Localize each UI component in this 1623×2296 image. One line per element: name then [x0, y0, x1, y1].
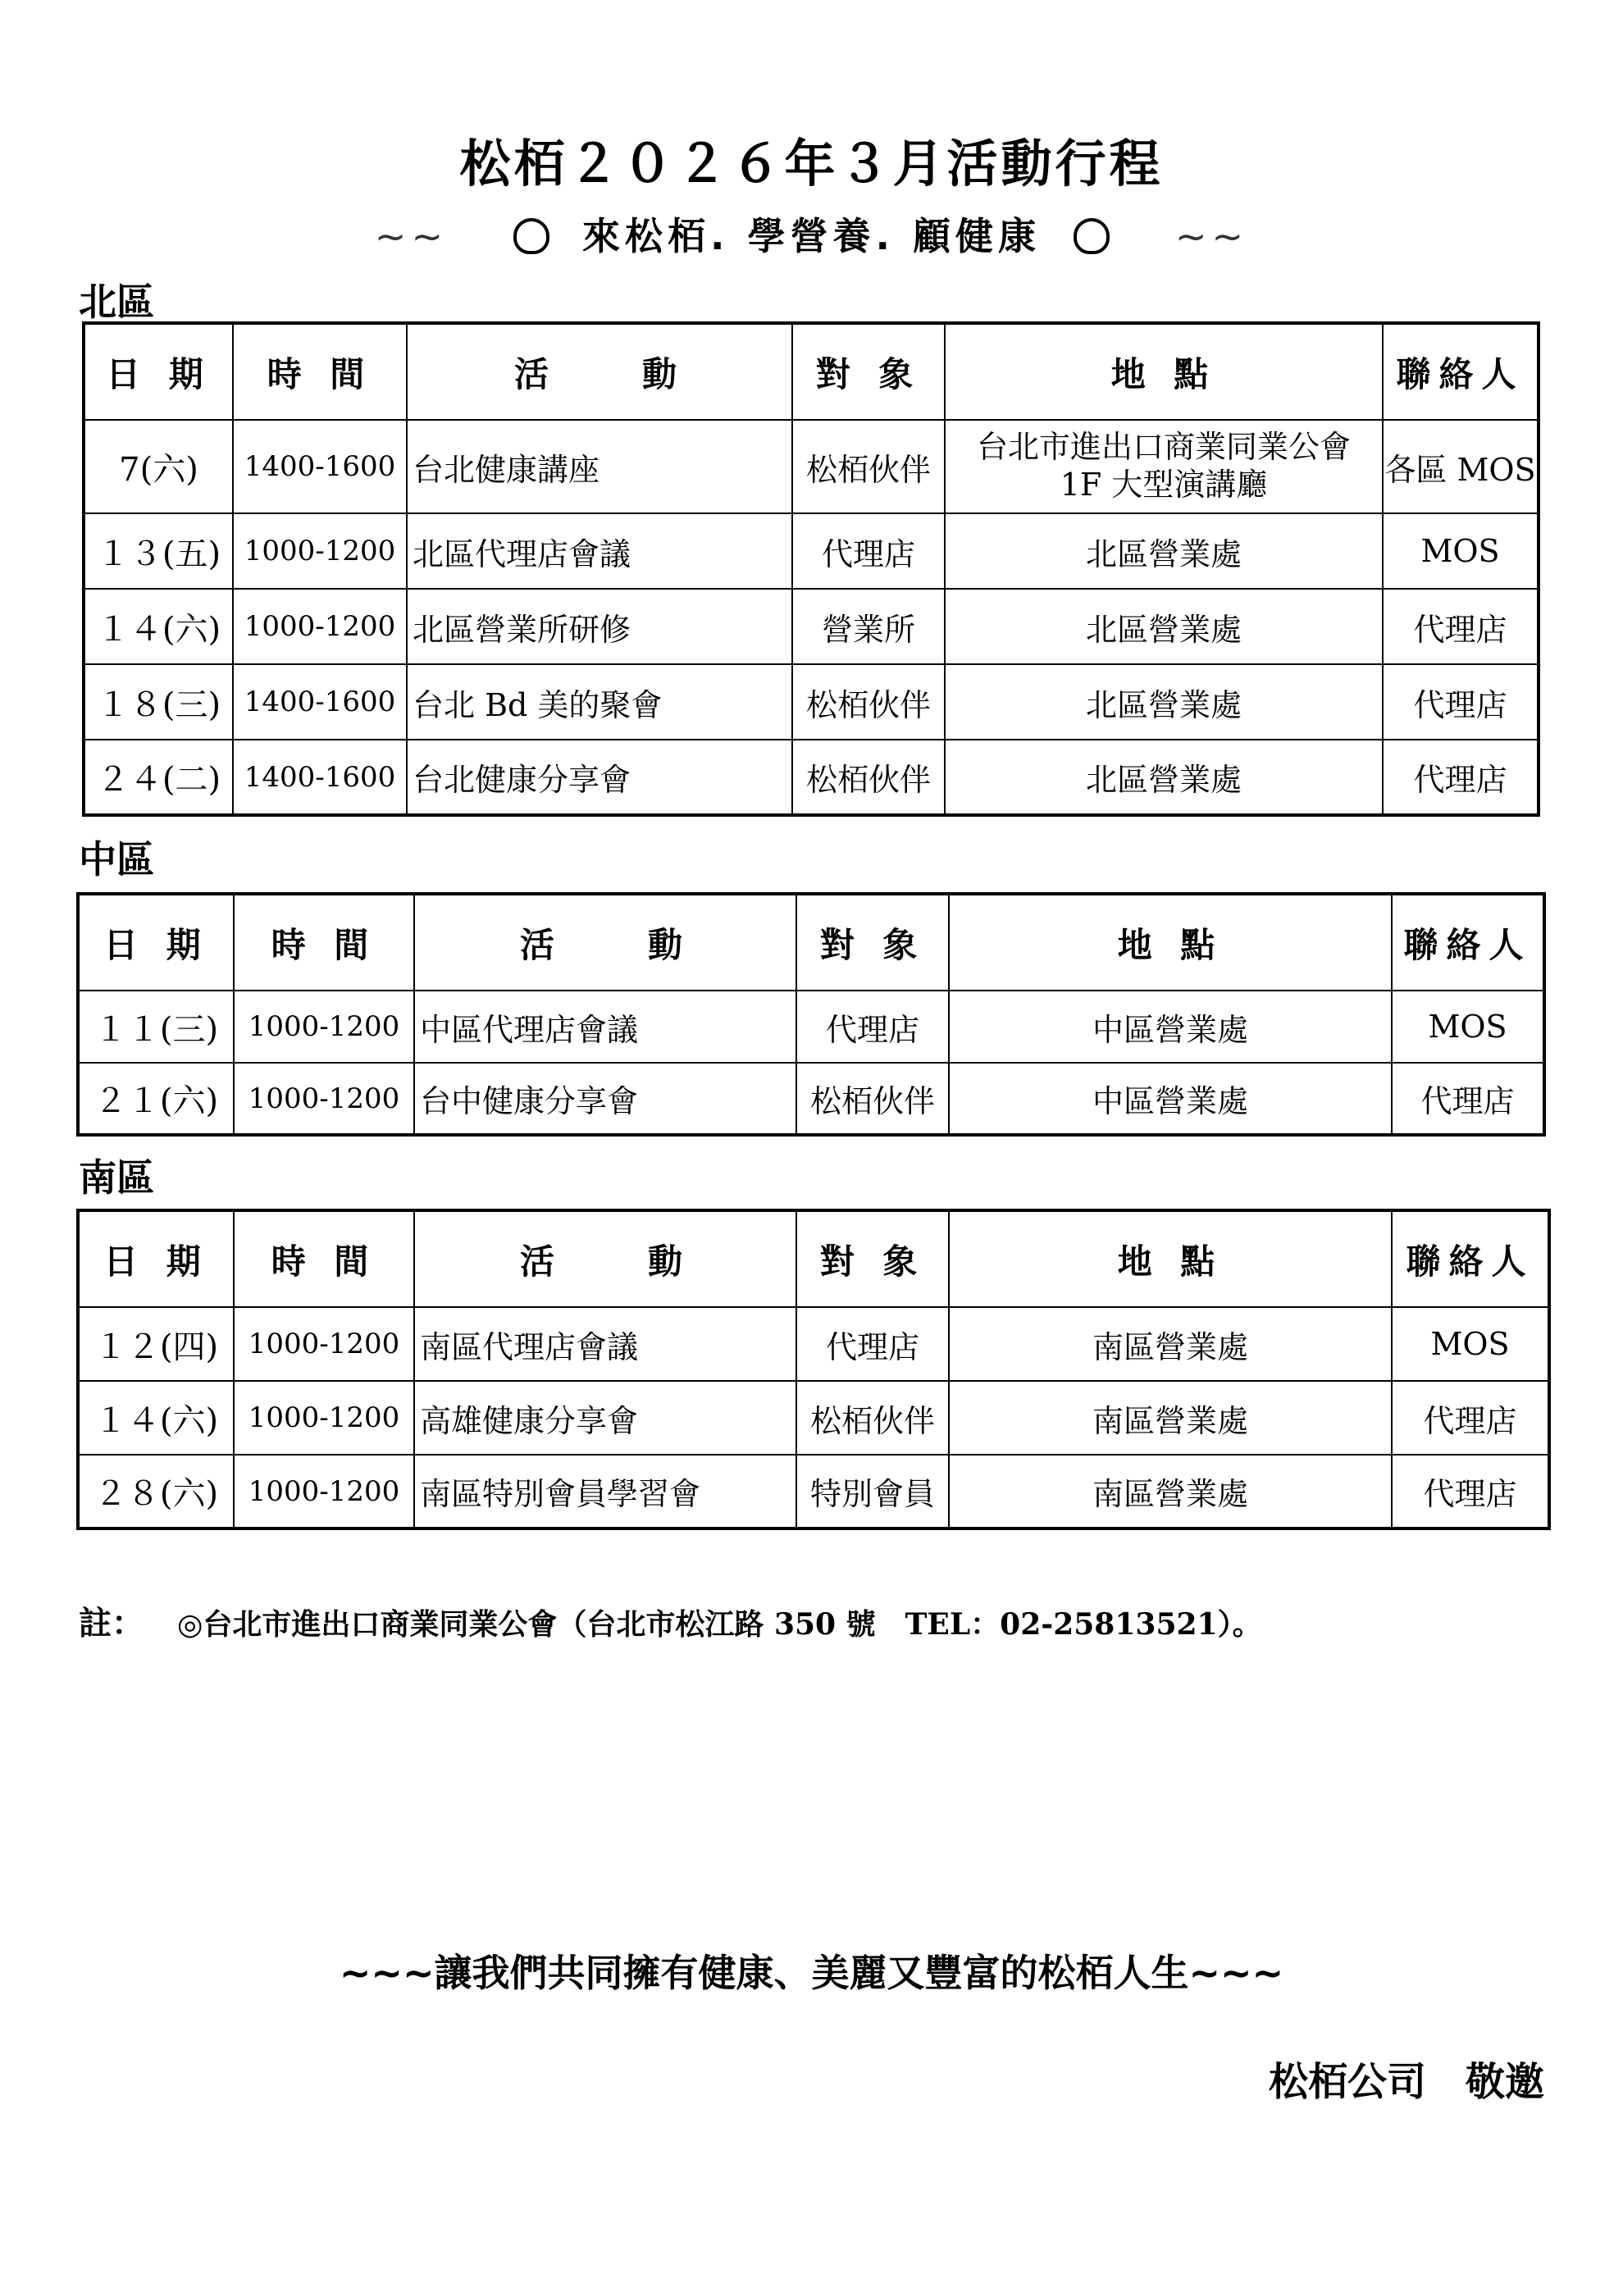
activity-cell: 台北健康分享會 — [407, 740, 792, 815]
activity-cell: 中區代理店會議 — [414, 991, 796, 1063]
location-cell: 南區營業處 — [949, 1455, 1392, 1528]
table-row — [84, 589, 1539, 664]
activity-cell: 高雄健康分享會 — [414, 1381, 796, 1455]
contact-cell: 代理店 — [1383, 589, 1539, 664]
contact-cell: MOS — [1392, 991, 1544, 1063]
activity-cell: 台北健康講座 — [407, 420, 792, 513]
schedule-table-north — [82, 321, 1540, 817]
header-location: 地 點 — [949, 894, 1392, 991]
date-cell: １８(三) — [84, 664, 233, 740]
region-title-central: 中區 — [79, 837, 154, 882]
date-cell: ２１(六) — [78, 1063, 234, 1135]
header-date: 日 期 — [84, 323, 233, 420]
activity-cell: 台北 Bd 美的聚會 — [407, 664, 792, 740]
header-activity: 活 動 — [407, 323, 792, 420]
time-cell: 1400-1600 — [233, 740, 407, 815]
gem-icon — [513, 218, 549, 254]
header-time: 時 間 — [234, 894, 414, 991]
header-time: 時 間 — [234, 1210, 414, 1307]
activity-cell: 南區代理店會議 — [414, 1307, 796, 1381]
subtitle-text: 來松栢. 學營養. 顧健康 — [582, 214, 1041, 258]
target-cell: 松栢伙伴 — [792, 420, 945, 513]
contact-cell: 代理店 — [1392, 1381, 1549, 1455]
table-row — [78, 1455, 1549, 1528]
header-target: 對 象 — [796, 1210, 949, 1307]
schedule-table-central — [76, 892, 1546, 1137]
location-line-2: 1F 大型演講廳 — [1060, 467, 1268, 503]
location-cell: 北區營業處 — [945, 664, 1383, 740]
target-cell: 代理店 — [796, 1307, 949, 1381]
footnote-label: 註： — [79, 1605, 144, 1642]
table-row — [78, 1063, 1544, 1135]
header-date: 日 期 — [78, 894, 234, 991]
schedule-table-south — [76, 1209, 1551, 1530]
date-cell: 7(六) — [84, 420, 233, 513]
gem-icon — [1074, 218, 1110, 254]
time-cell: 1000-1200 — [234, 1381, 414, 1455]
time-cell: 1000-1200 — [234, 1455, 414, 1528]
subtitle-right-deco: ~~ — [1174, 214, 1249, 258]
table-row — [78, 1381, 1549, 1455]
target-cell: 松栢伙伴 — [796, 1063, 949, 1135]
region-title-south: 南區 — [79, 1155, 154, 1200]
contact-cell: 各區 MOS — [1383, 420, 1539, 513]
activity-cell: 北區代理店會議 — [407, 513, 792, 589]
page-title: 松栢２０２６年３月活動行程 — [459, 134, 1164, 194]
location-cell: 中區營業處 — [949, 991, 1392, 1063]
header-activity: 活 動 — [414, 1210, 796, 1307]
time-cell: 1400-1600 — [233, 420, 407, 513]
date-cell: １１(三) — [78, 991, 234, 1063]
time-cell: 1000-1200 — [233, 589, 407, 664]
subtitle-left-deco: ~~ — [374, 214, 448, 258]
region-title-north: 北區 — [79, 280, 154, 324]
slogan: ~~~讓我們共同擁有健康、美麗又豐富的松栢人生~~~ — [339, 1951, 1284, 1995]
footnote — [79, 1597, 1262, 1644]
contact-cell: 代理店 — [1383, 664, 1539, 740]
header-contact: 聯絡人 — [1392, 1210, 1549, 1307]
target-cell: 松栢伙伴 — [792, 664, 945, 740]
target-cell: 松栢伙伴 — [792, 740, 945, 815]
location-cell — [945, 420, 1383, 513]
location-line: 台北市進出口商業同業公會 — [976, 429, 1351, 466]
activity-cell: 北區營業所研修 — [407, 589, 792, 664]
signature: 松栢公司 敬邀 — [1268, 2059, 1544, 2105]
header-contact: 聯絡人 — [1383, 323, 1539, 420]
time-cell: 1000-1200 — [234, 1063, 414, 1135]
table-row — [84, 740, 1539, 815]
target-cell: 營業所 — [792, 589, 945, 664]
activity-cell: 台中健康分享會 — [414, 1063, 796, 1135]
target-cell: 代理店 — [792, 513, 945, 589]
date-cell: ２４(二) — [84, 740, 233, 815]
contact-cell: 代理店 — [1392, 1063, 1544, 1135]
contact-cell: MOS — [1392, 1307, 1549, 1381]
header-target: 對 象 — [792, 323, 945, 420]
header-time: 時 間 — [233, 323, 407, 420]
date-cell: １３(五) — [84, 513, 233, 589]
time-cell: 1000-1200 — [234, 1307, 414, 1381]
contact-cell: 代理店 — [1392, 1455, 1549, 1528]
header-contact: 聯絡人 — [1392, 894, 1544, 991]
time-cell: 1000-1200 — [234, 991, 414, 1063]
location-cell: 北區營業處 — [945, 589, 1383, 664]
header-target: 對 象 — [796, 894, 949, 991]
location-cell: 中區營業處 — [949, 1063, 1392, 1135]
time-cell: 1000-1200 — [233, 513, 407, 589]
location-cell: 北區營業處 — [945, 513, 1383, 589]
header-activity: 活 動 — [414, 894, 796, 991]
table-row — [84, 513, 1539, 589]
target-cell: 特別會員 — [796, 1455, 949, 1528]
subtitle — [0, 207, 1623, 261]
footnote-text: ◎台北市進出口商業同業公會（台北市松江路 350 號 TEL：02-25813521）。 — [177, 1607, 1262, 1642]
header-location: 地 點 — [945, 323, 1383, 420]
table-row — [78, 991, 1544, 1063]
date-cell: ２８(六) — [78, 1455, 234, 1528]
target-cell: 代理店 — [796, 991, 949, 1063]
contact-cell: MOS — [1383, 513, 1539, 589]
contact-cell: 代理店 — [1383, 740, 1539, 815]
header-date: 日 期 — [78, 1210, 234, 1307]
table-row — [84, 420, 1539, 513]
date-cell: １４(六) — [84, 589, 233, 664]
target-cell: 松栢伙伴 — [796, 1381, 949, 1455]
location-cell: 北區營業處 — [945, 740, 1383, 815]
date-cell: １４(六) — [78, 1381, 234, 1455]
table-row — [78, 1307, 1549, 1381]
time-cell: 1400-1600 — [233, 664, 407, 740]
activity-cell: 南區特別會員學習會 — [414, 1455, 796, 1528]
location-cell: 南區營業處 — [949, 1381, 1392, 1455]
header-location: 地 點 — [949, 1210, 1392, 1307]
date-cell: １２(四) — [78, 1307, 234, 1381]
table-row — [84, 664, 1539, 740]
location-cell: 南區營業處 — [949, 1307, 1392, 1381]
